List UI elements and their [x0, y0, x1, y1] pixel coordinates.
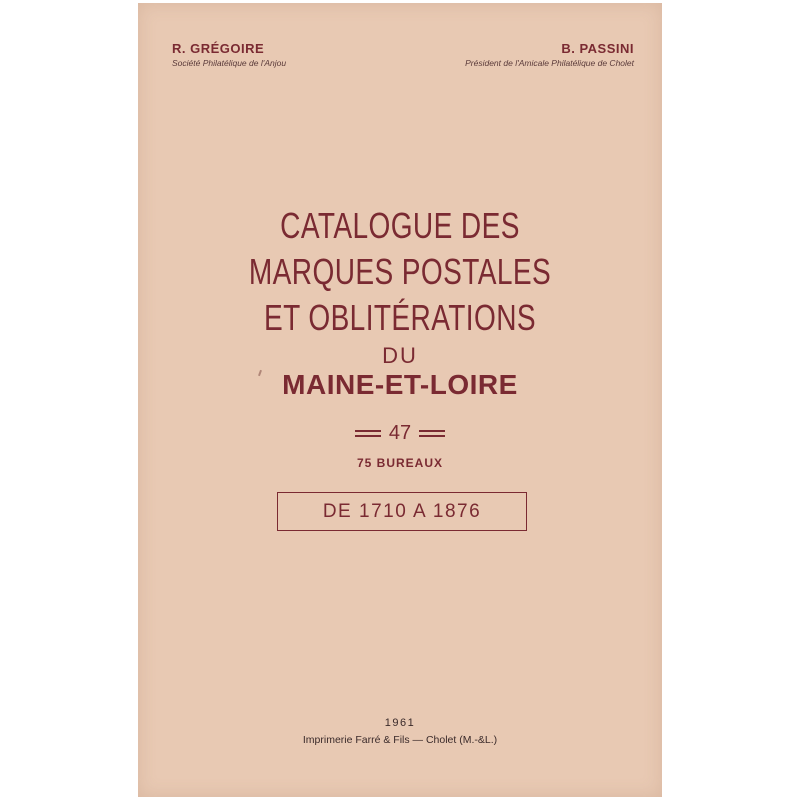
date-range: DE 1710 A 1876 [322, 500, 482, 522]
title-line: ET OBLITÉRATIONS [263, 297, 537, 338]
printer-imprint: Imprimerie Farré & Fils — Cholet (M.-&L.) [302, 734, 498, 746]
book-title [138, 203, 662, 341]
bureaux-count: 75 BUREAUX [356, 456, 444, 470]
department-number: 47 [388, 422, 412, 444]
publication-year: 1961 [384, 717, 416, 729]
department-name: MAINE-ET-LOIRE [282, 369, 518, 400]
department-number-row [138, 421, 662, 445]
author-affiliation: Société Philatélique de l'Anjou [172, 58, 287, 68]
title-line: CATALOGUE DES [280, 205, 520, 246]
author-affiliation: Président de l'Amicale Philatélique de Cholet [465, 58, 634, 68]
title-line: MARQUES POSTALES [248, 251, 552, 292]
double-rule-ornament [419, 430, 445, 437]
title-du: DU [382, 343, 418, 368]
author-right [465, 41, 634, 69]
double-rule-ornament [355, 430, 381, 437]
author-name: R. GRÉGOIRE [172, 41, 265, 56]
book-cover [138, 3, 662, 797]
date-range-box [277, 492, 527, 531]
author-name: B. PASSINI [561, 41, 634, 56]
author-left [172, 41, 286, 69]
